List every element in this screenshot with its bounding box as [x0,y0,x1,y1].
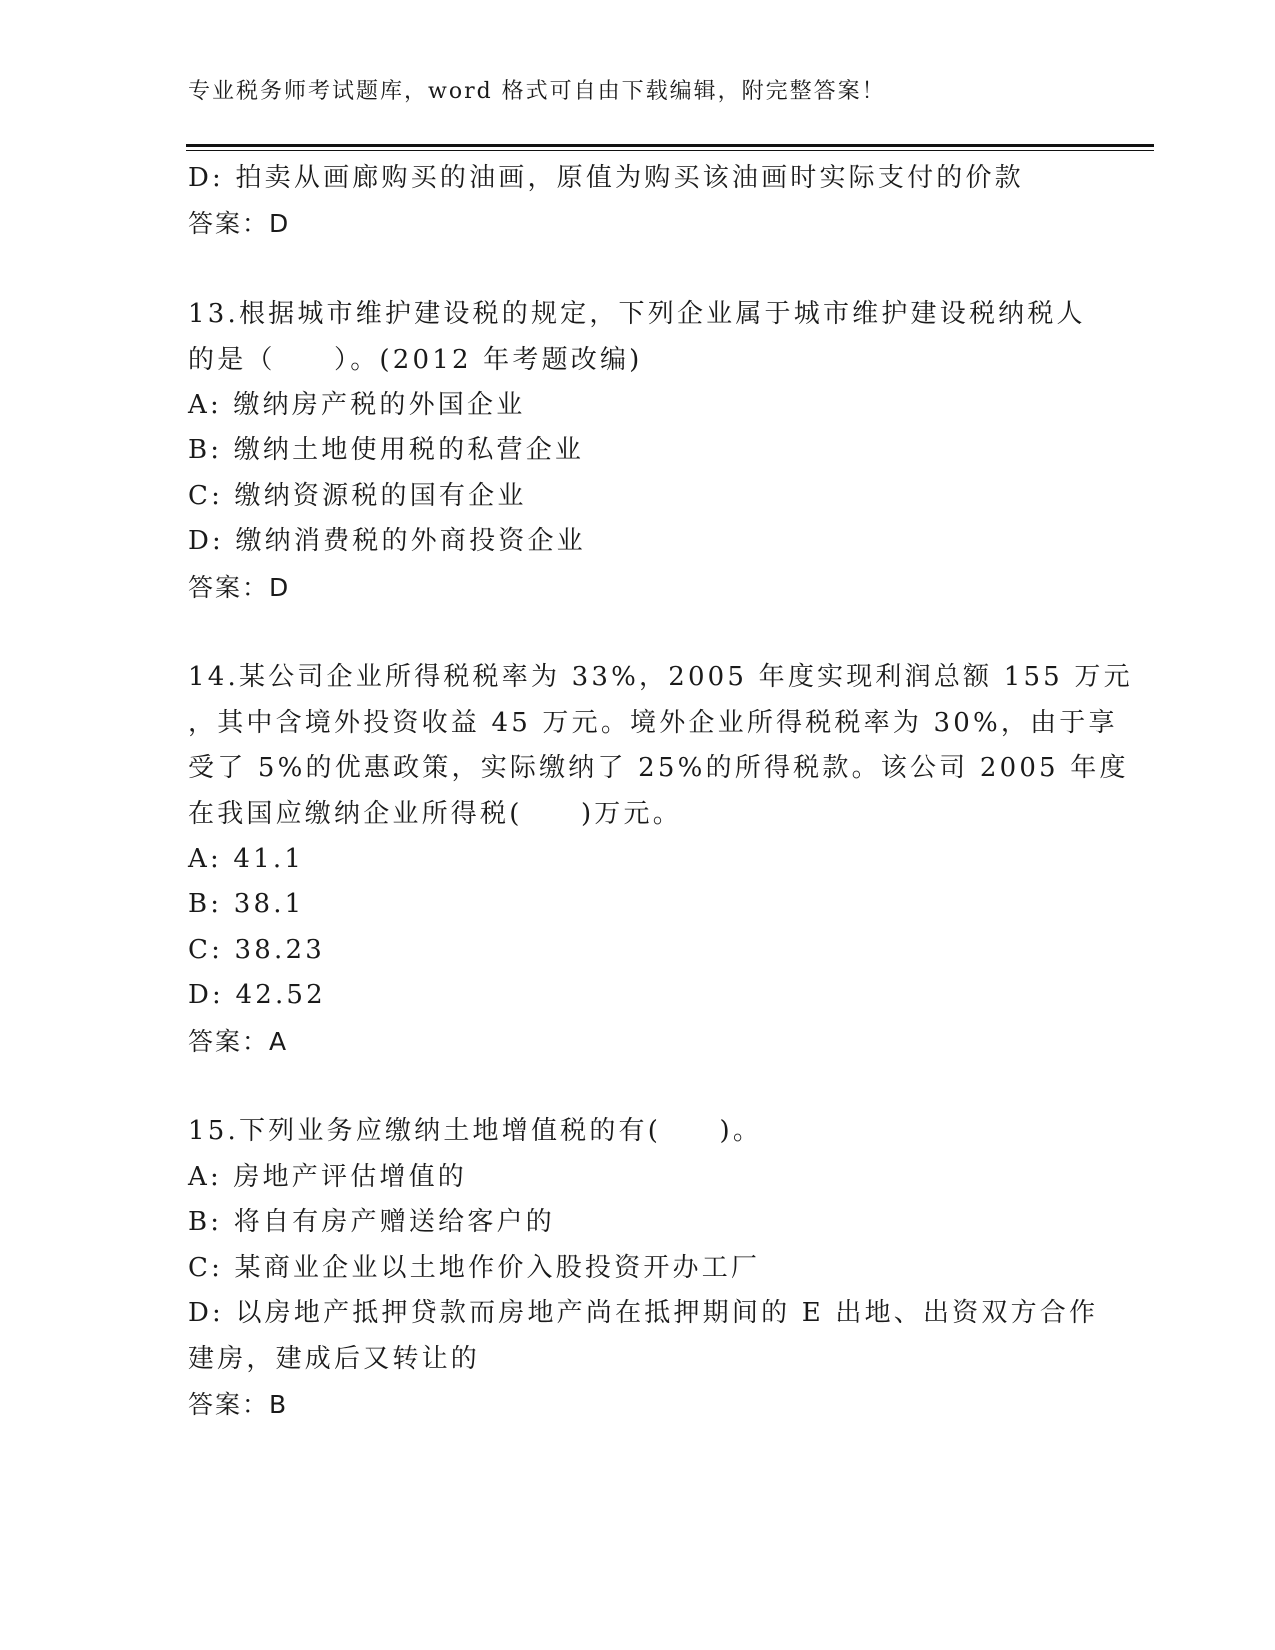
option-a: A: 房地产评估增值的 [188,1161,468,1192]
option-d: D: 42.52 [188,980,326,1011]
question-15 [188,1109,1099,1427]
option-c: C: 38.23 [188,934,325,965]
question-13 [188,292,1088,610]
option-d-continuation: 建房，建成后又转让的 [188,1343,481,1374]
question-stem-line: 受了 5%的优惠政策，实际缴纳了 25%的所得税款。该公司 2005 年度 [188,753,1129,784]
question-content [188,156,1133,1427]
option-c: C: 某商业企业以土地作价入股投资开办工厂 [188,1252,761,1283]
answer-line: 答案：D [188,572,291,602]
question-gap [188,610,1088,655]
question-stem-line: 13.根据城市维护建设税的规定，下列企业属于城市维护建设税纳税人 [188,299,1086,330]
option-d: D: 以房地产抵押贷款而房地产尚在抵押期间的 E 出地、出资双方合作 [188,1298,1099,1329]
option-b: B: 将自有房产赠送给客户的 [188,1207,555,1238]
header-rule-thin [186,150,1154,151]
answer-line: 答案：B [188,1389,289,1419]
question-gap [188,247,1088,292]
option-d: D: 缴纳消费税的外商投资企业 [188,526,586,557]
question-stem-line: 14.某公司企业所得税税率为 33%，2005 年度实现利润总额 155 万元 [188,662,1133,693]
header-rule-thick [186,144,1154,147]
question-stem-line: 的是（ ）。(2012 年考题改编) [188,344,643,375]
option-c: C: 缴纳资源税的国有企业 [188,480,527,511]
question-stem-line: 15.下列业务应缴纳土地增值税的有( )。 [188,1116,763,1147]
option-b: B: 38.1 [188,889,305,920]
question-stem-line: 在我国应缴纳企业所得税( )万元。 [188,798,682,829]
option-a: A: 缴纳房产税的外国企业 [188,390,526,421]
option-d: D: 拍卖从画廊购买的油画，原值为购买该油画时实际支付的价款 [188,163,1024,193]
option-a: A: 41.1 [188,844,305,875]
question-gap [188,1064,1088,1109]
answer-line: 答案：A [188,1026,289,1056]
question-14 [188,655,1133,1064]
question-stem-line: ，其中含境外投资收益 45 万元。境外企业所得税税率为 30%，由于享 [188,707,1118,738]
option-b: B: 缴纳土地使用税的私营企业 [188,435,585,466]
answer-line: 答案：D [188,209,291,239]
header-note: 专业税务师考试题库，word 格式可自由下载编辑，附完整答案！ [188,79,886,104]
